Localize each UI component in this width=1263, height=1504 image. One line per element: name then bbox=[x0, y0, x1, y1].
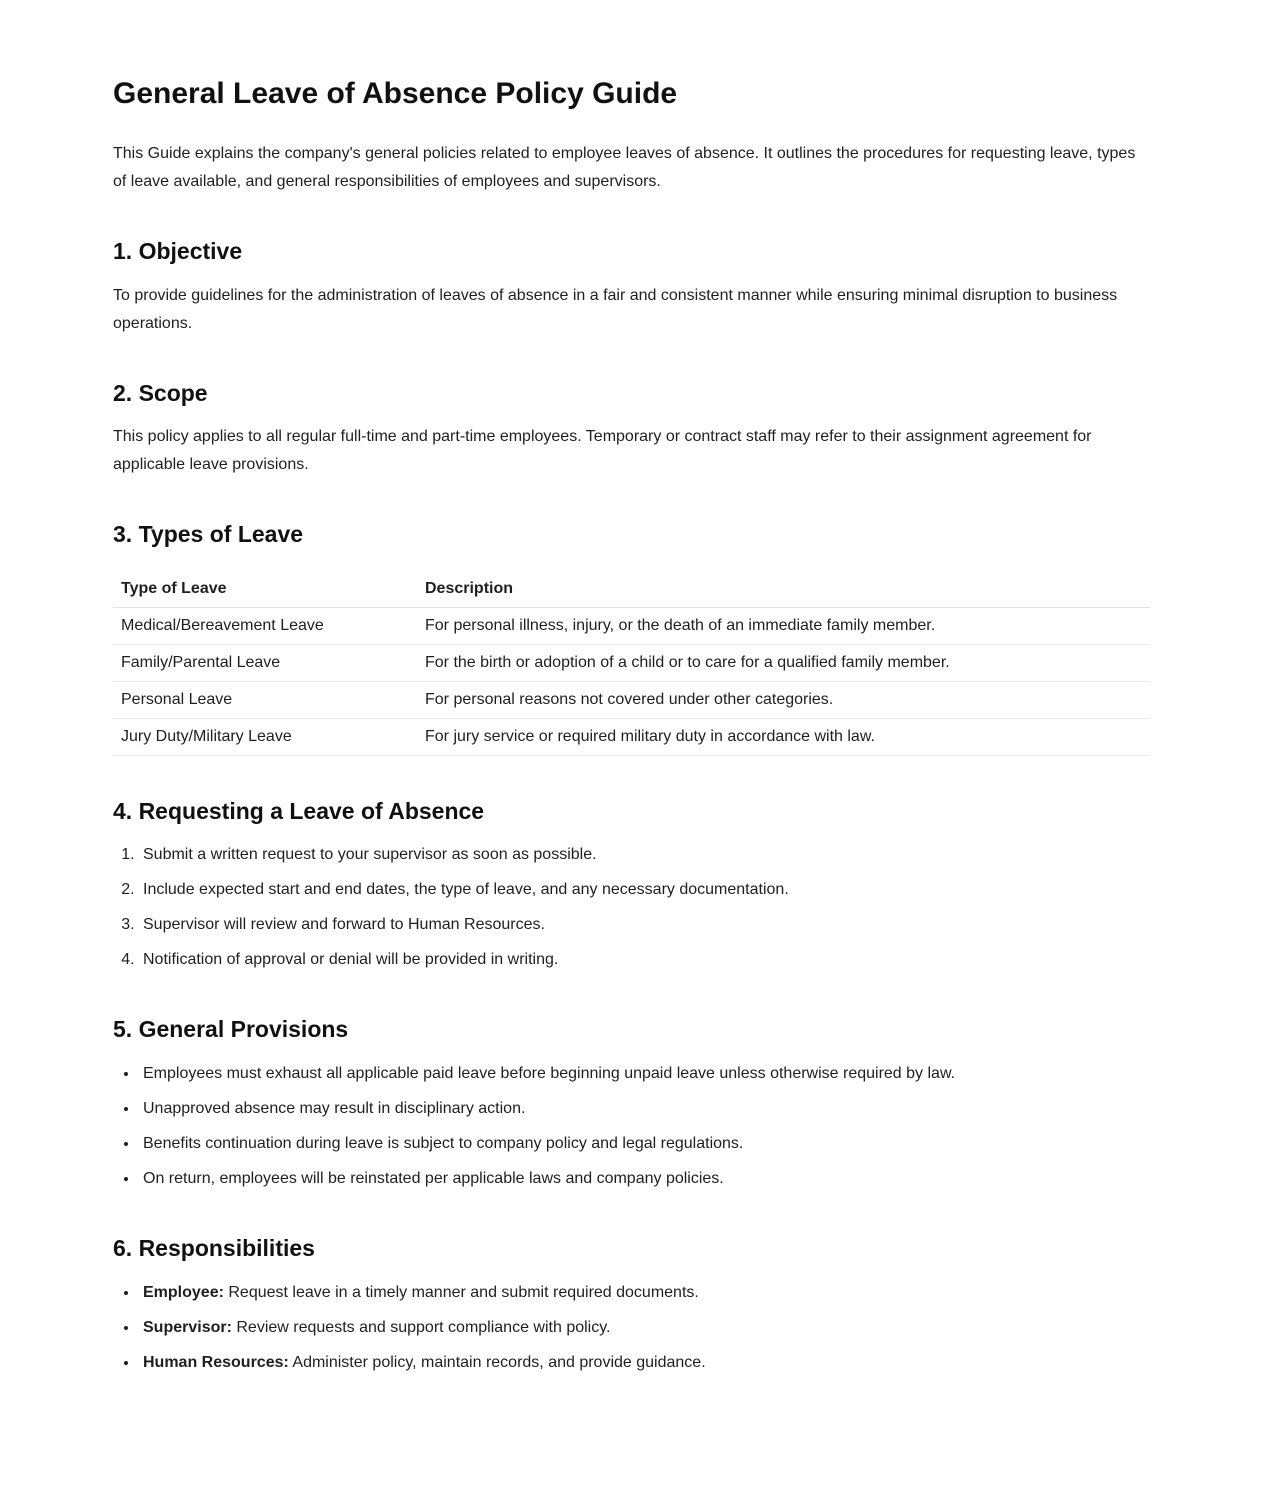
list-item: • Benefits continuation during leave is subject to company policy and legal regulations. bbox=[139, 1130, 1150, 1158]
list-item bbox=[139, 1349, 1150, 1377]
list-item: 3. Supervisor will review and forward to Human Resources. bbox=[139, 911, 1150, 939]
heading-responsibilities: 6. Responsibilities bbox=[113, 1234, 315, 1261]
leave-type-cell: Jury Duty/Military Leave bbox=[113, 718, 417, 755]
list-item: • Employees must exhaust all applicable paid leave before beginning unpaid leave unless otherwise required by law. bbox=[139, 1060, 1150, 1088]
list-item: • On return, employees will be reinstated per applicable laws and company policies. bbox=[139, 1165, 1150, 1193]
table-row bbox=[113, 681, 1150, 718]
heading-objective: 1. Objective bbox=[113, 238, 243, 264]
leave-description-cell: For personal reasons not covered under other categories. bbox=[417, 681, 1150, 718]
section-requesting-leave bbox=[113, 798, 1150, 975]
section-objective bbox=[113, 238, 1150, 338]
section-responsibilities bbox=[113, 1235, 1150, 1377]
responsibility-role-label: Supervisor: bbox=[143, 1318, 232, 1336]
leave-description-cell: For personal illness, injury, or the death of an immediate family member. bbox=[417, 607, 1150, 644]
general-provisions-list bbox=[113, 1060, 1150, 1193]
list-item: 1. Submit a written request to your supervisor as soon as possible. bbox=[139, 841, 1150, 869]
leave-type-cell: Family/Parental Leave bbox=[113, 644, 417, 681]
table-header-row bbox=[113, 571, 1150, 608]
intro-paragraph: This Guide explains the company's general policies related to employee leaves of absence. It outlines the procedures for requesting leave, types of leave available, and general responsibilities of employees and supervisors. bbox=[113, 145, 1136, 190]
list-item bbox=[139, 1314, 1150, 1342]
leave-description-cell: For jury service or required military duty in accordance with law. bbox=[417, 718, 1150, 755]
list-item: 4. Notification of approval or denial will be provided in writing. bbox=[139, 946, 1150, 974]
responsibility-role-label: Employee: bbox=[143, 1283, 224, 1301]
column-header-type-of-leave: Type of Leave bbox=[113, 571, 417, 608]
responsibility-text: Review requests and support compliance with policy. bbox=[236, 1318, 611, 1336]
heading-general-provisions: 5. General Provisions bbox=[113, 1016, 349, 1043]
list-item: • Unapproved absence may result in disciplinary action. bbox=[139, 1095, 1150, 1123]
leave-type-cell: Personal Leave bbox=[113, 681, 417, 718]
list-item: 2. Include expected start and end dates, the type of leave, and any necessary documentation. bbox=[139, 876, 1150, 904]
page-title: General Leave of Absence Policy Guide bbox=[113, 77, 678, 110]
table-row bbox=[113, 644, 1150, 681]
heading-requesting-leave: 4. Requesting a Leave of Absence bbox=[113, 797, 485, 824]
responsibility-text: Administer policy, maintain records, and provide guidance. bbox=[292, 1353, 706, 1371]
responsibility-role-label: Human Resources: bbox=[143, 1353, 289, 1371]
leave-types-table bbox=[113, 571, 1150, 756]
section-types-of-leave bbox=[113, 521, 1150, 756]
list-item bbox=[139, 1279, 1150, 1307]
leave-type-cell: Medical/Bereavement Leave bbox=[113, 607, 417, 644]
leave-description-cell: For the birth or adoption of a child or to care for a qualified family member. bbox=[417, 644, 1150, 681]
table-row bbox=[113, 718, 1150, 755]
responsibilities-list bbox=[113, 1279, 1150, 1377]
section-general-provisions bbox=[113, 1016, 1150, 1193]
responsibility-text: Request leave in a timely manner and submit required documents. bbox=[228, 1283, 699, 1301]
table-row bbox=[113, 607, 1150, 644]
scope-paragraph: This policy applies to all regular full-time and part-time employees. Temporary or contract staff may refer to their assignment agreement for applicable leave provisions. bbox=[113, 428, 1092, 474]
column-header-description: Description bbox=[417, 571, 1150, 608]
heading-types-of-leave: 3. Types of Leave bbox=[113, 521, 304, 548]
section-scope bbox=[113, 380, 1150, 480]
heading-scope: 2. Scope bbox=[113, 379, 208, 406]
objective-paragraph: To provide guidelines for the administration of leaves of absence in a fair and consistent manner while ensuring minimal disruption to business operations. bbox=[113, 286, 1118, 332]
requesting-steps-list bbox=[113, 841, 1150, 974]
document-page bbox=[113, 0, 1150, 1504]
